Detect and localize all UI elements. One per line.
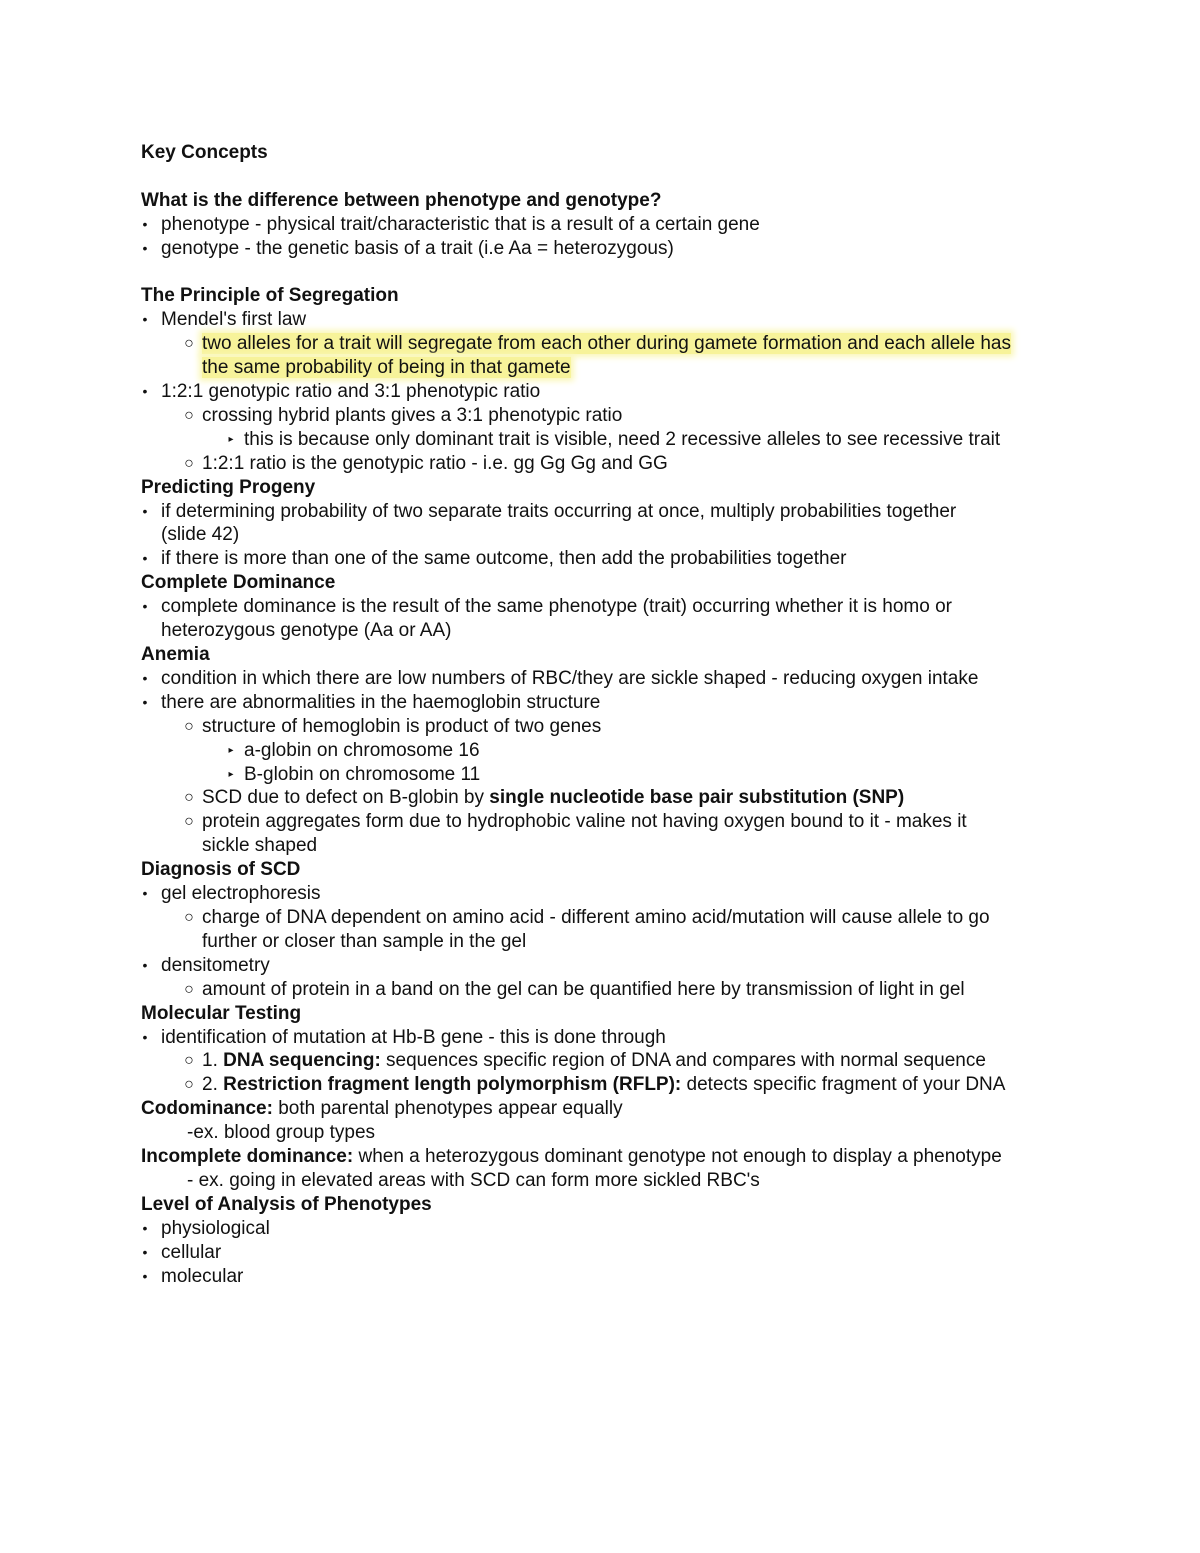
example-line: -ex. blood group types [187,1122,376,1144]
list-item: • phenotype - physical trait/characteristic that is a result of a certain gene [142,213,760,235]
section-heading-complete-dominance: Complete Dominance [141,572,336,594]
circle-bullet-icon: ○ [184,717,194,735]
list-item-continuation: (slide 42) [161,524,240,546]
bullet-icon: • [142,1243,148,1260]
section-heading-segregation: The Principle of Segregation [141,285,399,307]
page-title: Key Concepts [141,142,268,163]
circle-bullet-icon: ○ [184,813,194,831]
section-heading-progeny: Predicting Progeny [141,476,316,498]
bullet-icon: • [142,215,148,232]
sub-list-item-continuation: further or closer than sample in the gel [202,930,527,952]
sub-sub-list-item: ▸ this is because only dominant trait is visible, need 2 recessive alleles to see recessive trait [141,428,1081,452]
bullet-icon: • [142,1028,148,1045]
list-item: • 1:2:1 genotypic ratio and 3:1 phenotypic ratio [142,381,541,403]
spacer [141,261,1081,285]
sub-list-item: ○ crossing hybrid plants gives a 3:1 phenotypic ratio [184,404,623,426]
list-item: • physiological [142,1217,270,1239]
circle-bullet-icon: ○ [184,1052,194,1070]
sub-list-item: ○ 1:2:1 ratio is the genotypic ratio - i.e. gg Gg Gg and GG [184,452,668,474]
sub-list-item: ○ SCD due to defect on B-globin by single nucleotide base pair substitution (SNP) [184,787,905,809]
list-item: • there are abnormalities in the haemoglobin structure [142,691,601,713]
sub-sub-list-item: ▸ B-globin on chromosome 11 [141,763,1081,787]
bullet-icon: • [142,502,148,519]
sub-list-item: ○ structure of hemoglobin is product of two genes [184,715,602,737]
bullet-icon: • [142,239,148,256]
list-item: • densitometry [142,954,270,976]
list-item: • complete dominance is the result of the same phenotype (trait) occurring whether it is homo or [142,596,952,618]
section-heading-molecular-testing: Molecular Testing [141,1002,302,1024]
section-heading-levels: Level of Analysis of Phenotypes [141,1193,432,1215]
list-item: • if determining probability of two separate traits occurring at once, multiply probabilities together [142,500,957,522]
bullet-icon: • [142,669,148,686]
sub-list-item: ○ amount of protein in a band on the gel can be quantified here by transmission of light in gel [184,978,965,1000]
triangle-bullet-icon: ▸ [228,744,234,756]
sub-list-item-continuation: sickle shaped [202,835,318,857]
section-heading-anemia: Anemia [141,644,210,665]
circle-bullet-icon: ○ [184,789,194,807]
list-item-continuation: heterozygous genotype (Aa or AA) [161,620,452,642]
bullet-icon: • [142,598,148,615]
bullet-icon: • [142,693,148,710]
list-item: • if there is more than one of the same outcome, then add the probabilities together [142,548,847,570]
circle-bullet-icon: ○ [184,406,194,424]
sub-list-item: ○ protein aggregates form due to hydrophobic valine not having oxygen bound to it - makes it [184,811,967,833]
circle-bullet-icon: ○ [184,335,194,353]
circle-bullet-icon: ○ [184,908,194,926]
section-heading-diagnosis: Diagnosis of SCD [141,859,301,881]
list-item: • cellular [142,1241,222,1263]
list-item: • identification of mutation at Hb-B gene - this is done through [142,1026,666,1048]
highlighted-text: the same probability of being in that gamete [202,357,571,379]
sub-list-item-continuation [141,356,1081,380]
sub-list-item: ○ 1. DNA sequencing: sequences specific region of DNA and compares with normal sequence [184,1050,986,1072]
section-heading-phenotype-genotype: What is the difference between phenotype and genotype? [141,189,662,211]
definition-incomplete-dominance: Incomplete dominance: when a heterozygous dominant genotype not enough to display a phenotype [141,1146,1002,1168]
list-item: • condition in which there are low numbers of RBC/they are sickle shaped - reducing oxygen intake [142,667,979,689]
bullet-icon: • [142,311,148,328]
list-item: • molecular [142,1265,244,1287]
bullet-icon: • [142,956,148,973]
list-item: • Mendel's first law [142,309,307,331]
sub-list-item: ○ 2. Restriction fragment length polymorphism (RFLP): detects specific fragment of your DNA [184,1074,1006,1096]
triangle-bullet-icon: ▸ [228,433,234,445]
example-line: - ex. going in elevated areas with SCD can form more sickled RBC's [187,1169,760,1191]
bullet-icon: • [142,550,148,567]
triangle-bullet-icon: ▸ [228,768,234,780]
document-page [141,141,1081,1288]
sub-sub-list-item: ▸ a-globin on chromosome 16 [141,739,1081,763]
sub-list-item-highlighted [141,332,1081,356]
circle-bullet-icon: ○ [184,1076,194,1094]
list-item: • gel electrophoresis [142,883,321,905]
list-item: • genotype - the genetic basis of a trait (i.e Aa = heterozygous) [142,237,674,259]
bullet-icon: • [142,1219,148,1236]
circle-bullet-icon: ○ [184,454,194,472]
bullet-icon: • [142,383,148,400]
bullet-icon: • [142,885,148,902]
bullet-icon: • [142,1267,148,1284]
highlighted-text: two alleles for a trait will segregate from each other during gamete formation and each allele has [202,333,1011,355]
sub-list-item: ○ charge of DNA dependent on amino acid - different amino acid/mutation will cause allele to go [184,906,990,928]
definition-codominance: Codominance: both parental phenotypes appear equally [141,1098,623,1120]
spacer [141,165,1081,189]
circle-bullet-icon: ○ [184,980,194,998]
